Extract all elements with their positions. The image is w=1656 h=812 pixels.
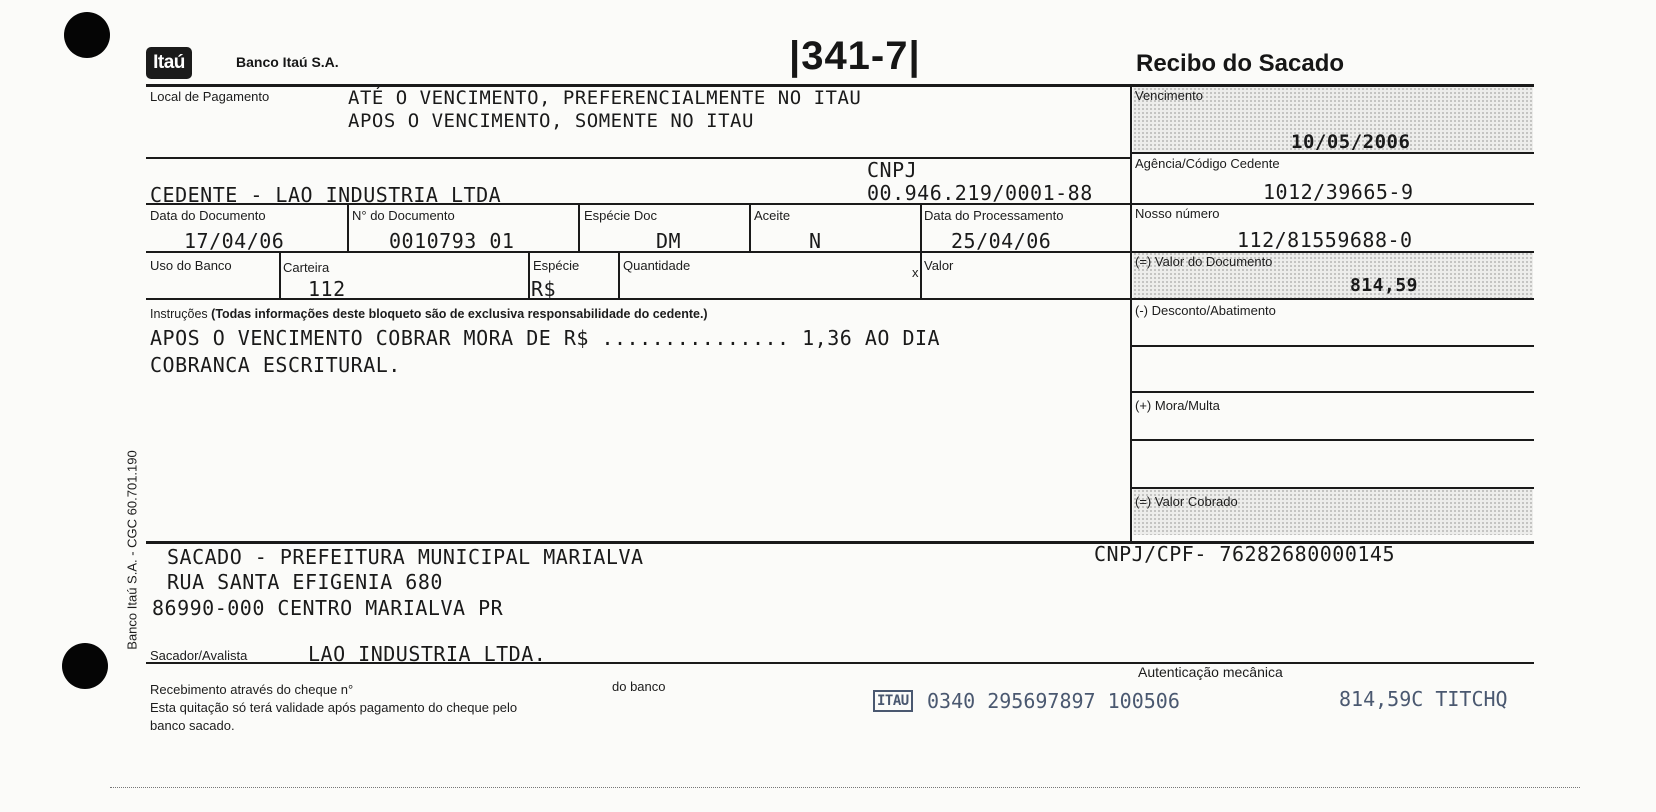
auth-code: 0340 295697897 100506 bbox=[927, 689, 1180, 713]
rule-local bbox=[146, 157, 1131, 159]
agencia-label: Agência/Código Cedente bbox=[1135, 156, 1280, 171]
vrule-doc-3 bbox=[749, 205, 751, 251]
vrule-right-column bbox=[1130, 84, 1132, 542]
quitacao-line1: Esta quitação só terá validade após pagamento do cheque pelo bbox=[150, 700, 518, 715]
autenticacao-label: Autenticação mecânica bbox=[1138, 664, 1283, 680]
vencimento-value: 10/05/2006 bbox=[1291, 131, 1411, 153]
cedente-cnpj-value: 00.946.219/0001-88 bbox=[867, 181, 1093, 205]
instrucoes-line1: APOS O VENCIMENTO COBRAR MORA DE R$ ............... 1,36 AO DIA bbox=[150, 326, 941, 350]
instrucoes-label bbox=[150, 307, 708, 321]
vrule-doc-4 bbox=[920, 205, 922, 251]
local-pagamento-line1: ATÉ O VENCIMENTO, PREFERENCIALMENTE NO ITAU bbox=[348, 87, 862, 109]
rule-outros-acrescimos bbox=[1131, 487, 1534, 489]
sacado-cnpj-cpf: CNPJ/CPF- 76282680000145 bbox=[1094, 542, 1395, 566]
vrule-doc-1 bbox=[347, 205, 349, 251]
local-pagamento-label: Local de Pagamento bbox=[150, 89, 270, 104]
sacador-value: LAO INDUSTRIA LTDA. bbox=[308, 642, 547, 666]
receipt-title: Recibo do Sacado bbox=[1136, 50, 1345, 77]
sacador-label: Sacador/Avalista bbox=[150, 648, 248, 663]
cedente-cnpj-label: CNPJ bbox=[867, 158, 918, 182]
punch-hole-top bbox=[64, 12, 110, 58]
valor-documento-label: (=) Valor do Documento bbox=[1135, 254, 1273, 269]
sacado-line3: 86990-000 CENTRO MARIALVA PR bbox=[152, 596, 504, 620]
especie-doc-value: DM bbox=[656, 229, 682, 253]
instrucoes-line2: COBRANCA ESCRITURAL. bbox=[150, 353, 401, 377]
cut-line bbox=[110, 787, 1580, 788]
instrucoes-label-rest: (Todas informações deste bloqueto são de exclusiva responsabilidade do cedente.) bbox=[211, 307, 708, 321]
aceite-value: N bbox=[809, 229, 822, 253]
especie-label: Espécie bbox=[533, 258, 580, 273]
vrule-banco-4 bbox=[920, 253, 922, 298]
vrule-banco-3 bbox=[618, 253, 620, 298]
vertical-bank-text: Banco Itaú S.A. - CGC 60.701.190 bbox=[124, 450, 140, 650]
rule-outras-deducoes bbox=[1131, 391, 1534, 393]
especie-value: R$ bbox=[531, 277, 557, 301]
local-pagamento-line2: APOS O VENCIMENTO, SOMENTE NO ITAU bbox=[348, 110, 754, 132]
carteira-value: 112 bbox=[308, 277, 346, 301]
rule-banco bbox=[146, 298, 1534, 300]
vrule-banco-2 bbox=[528, 253, 530, 298]
data-processamento-label: Data do Processamento bbox=[924, 208, 1064, 223]
quantidade-label: Quantidade bbox=[623, 258, 691, 273]
auth-itau-logo: ITAU bbox=[873, 690, 913, 712]
quitacao-line2: banco sacado. bbox=[150, 718, 235, 733]
sacado-line2: RUA SANTA EFIGENIA 680 bbox=[167, 570, 443, 594]
data-documento-label: Data do Documento bbox=[150, 208, 266, 223]
uso-banco-label: Uso do Banco bbox=[150, 258, 232, 273]
desconto-label: (-) Desconto/Abatimento bbox=[1135, 303, 1276, 318]
nosso-numero-label: Nosso número bbox=[1135, 206, 1220, 221]
rule-desconto bbox=[1131, 345, 1534, 347]
numero-documento-label: N° do Documento bbox=[352, 208, 455, 223]
punch-hole-bottom bbox=[62, 643, 108, 689]
valor-documento-value: 814,59 bbox=[1350, 275, 1419, 296]
mora-multa-label: (+) Mora/Multa bbox=[1135, 398, 1220, 413]
data-documento-value: 17/04/06 bbox=[184, 229, 285, 253]
valor-cobrado-label: (=) Valor Cobrado bbox=[1135, 494, 1238, 509]
numero-documento-value: 0010793 01 bbox=[389, 229, 515, 253]
vrule-doc-2 bbox=[578, 205, 580, 251]
bank-name: Banco Itaú S.A. bbox=[236, 54, 339, 70]
vrule-banco-1 bbox=[279, 253, 281, 298]
cedente-name: CEDENTE - LAO INDUSTRIA LTDA bbox=[150, 183, 502, 207]
instrucoes-label-bold: Instruções bbox=[150, 307, 208, 321]
valor-x-mark: x bbox=[912, 265, 919, 280]
especie-doc-label: Espécie Doc bbox=[584, 208, 657, 223]
vencimento-label: Vencimento bbox=[1135, 88, 1203, 103]
carteira-label: Carteira bbox=[283, 260, 330, 275]
do-banco-text: do banco bbox=[612, 679, 666, 694]
recebimento-text: Recebimento através do cheque n° bbox=[150, 682, 354, 697]
nosso-numero-value: 112/81559688-0 bbox=[1237, 228, 1413, 252]
sacado-line1: SACADO - PREFEITURA MUNICIPAL MARIALVA bbox=[167, 545, 644, 569]
valor-label: Valor bbox=[924, 258, 954, 273]
itau-logo: Itaú bbox=[146, 47, 192, 79]
auth-value: 814,59C TITCHQ bbox=[1339, 687, 1508, 711]
aceite-label: Aceite bbox=[754, 208, 791, 223]
agencia-value: 1012/39665-9 bbox=[1263, 180, 1414, 204]
rule-mora bbox=[1131, 439, 1534, 441]
bank-code: |341-7| bbox=[789, 34, 921, 78]
data-processamento-value: 25/04/06 bbox=[951, 229, 1052, 253]
